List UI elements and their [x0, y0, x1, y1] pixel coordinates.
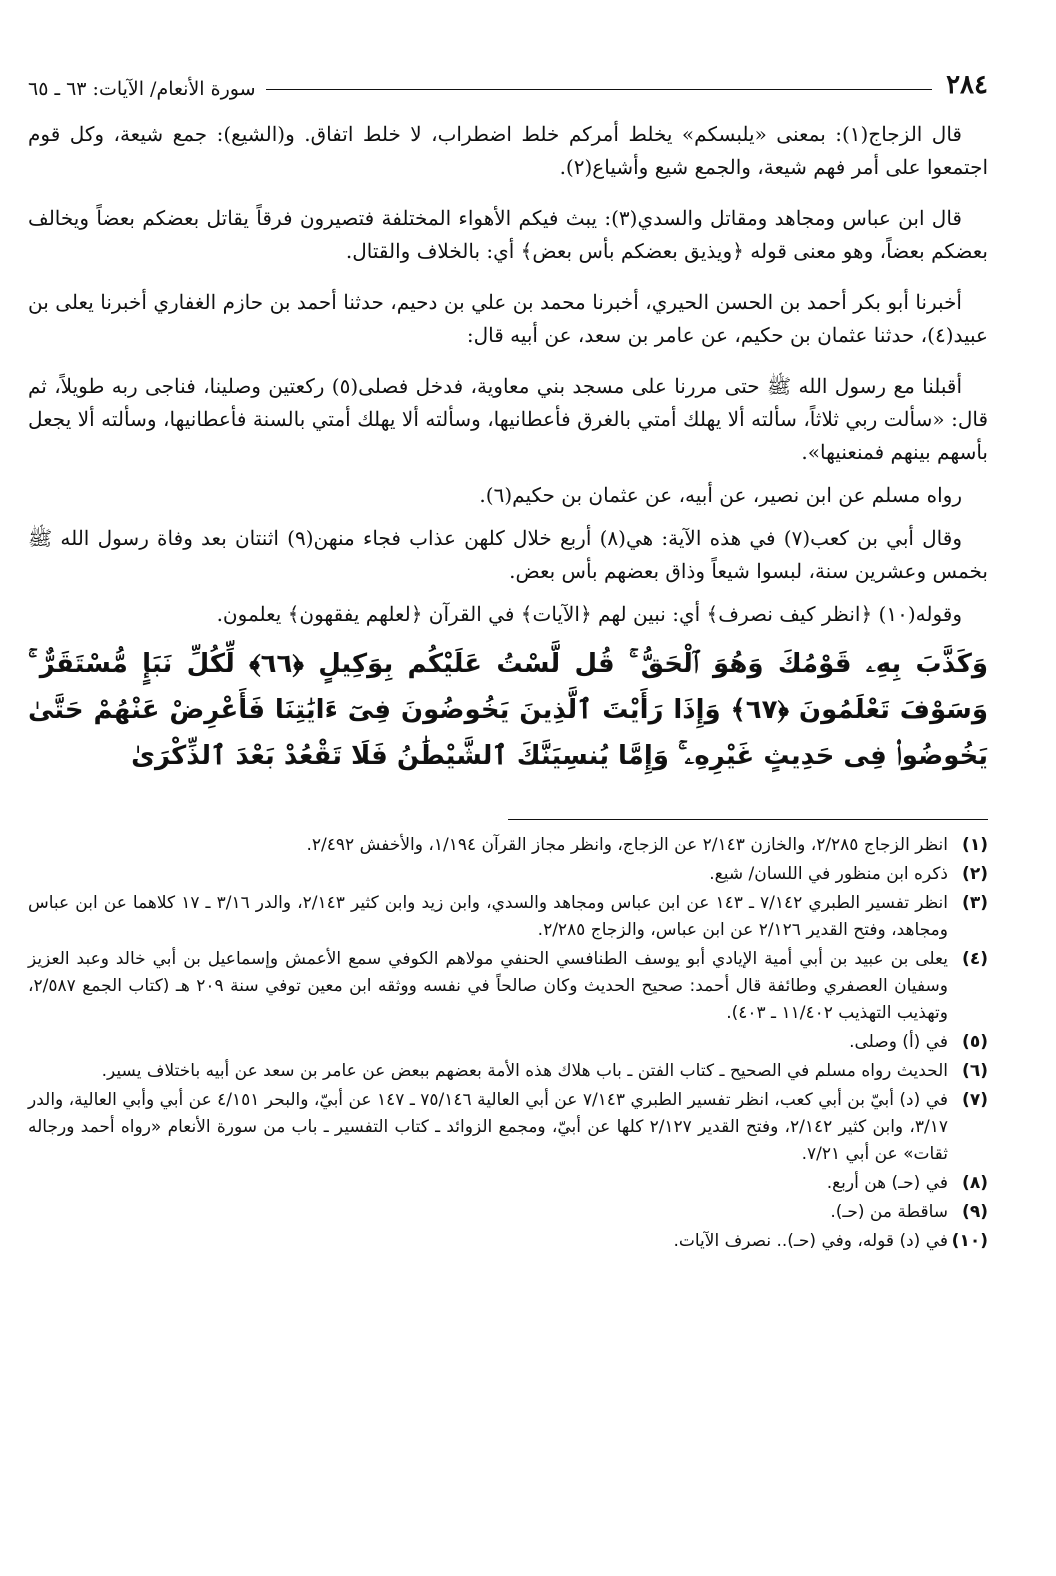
paragraph-isnad: أخبرنا أبو بكر أحمد بن الحسن الحيري، أخبرنا محمد بن علي بن دحيم، حدثنا أحمد بن حازم الغفاري أخبرنا يعلى بن عبيد(٤)، حدثنا عثمان بن حكيم، عن عامر بن سعد، عن أبيه قال:	[28, 290, 988, 347]
body-text	[28, 118, 988, 631]
footnote-item	[28, 1199, 988, 1226]
footnote-item	[28, 890, 988, 944]
quran-verses: وَكَذَّبَ بِهِۦ قَوْمُكَ وَهُوَ ٱلْحَقُّ ۚ قُل لَّسْتُ عَلَيْكُم بِوَكِيلٍ ﴿٦٦﴾ لِّكُلِّ نَبَإٍ مُّسْتَقَرٌّ ۚ وَسَوْفَ تَعْلَمُونَ ﴿٦٧﴾ وَإِذَا رَأَيْتَ ٱلَّذِينَ يَخُوضُونَ فِىٓ ءَايَٰتِنَا فَأَعْرِضْ عَنْهُمْ حَتَّىٰ يَخُوضُوا۟ فِى حَدِيثٍ غَيْرِهِۦ ۚ وَإِمَّا يُنسِيَنَّكَ ٱلشَّيْطَٰنُ فَلَا تَقْعُدْ بَعْدَ ٱلذِّكْرَىٰ	[28, 649, 988, 771]
footnote-item	[28, 1087, 988, 1168]
footnote-item	[28, 1029, 988, 1056]
footnote-item	[28, 1228, 988, 1255]
footnote-text: انظر الزجاج ٢/٢٨٥، والخازن ٢/١٤٣ عن الزجاج، وانظر مجاز القرآن ١/١٩٤، والأخفش ٢/٤٩٢.	[306, 835, 948, 855]
paragraph-unzur: وقوله(١٠) ﴿انظر كيف نصرف﴾ أي: نبين لهم ﴿الآيات﴾ في القرآن ﴿لعلهم يفقهون﴾ يعلمون.	[216, 602, 962, 626]
footnote-number: (٣)	[962, 893, 988, 913]
footnote-text: يعلى بن عبيد بن أبي أمية الإيادي أبو يوسف الطنافسي الحنفي مولاهم الكوفي سمع الأعمش وإسماعيل بن أبي خالد وعبد العزيز وسفيان العصفري وطائفة قال أحمد: صحيح الحديث وكان صالحاً في نفسه ووثقه ابن معين توفي سنة ٢٠٩ هـ (كتاب الجمع ٢/٥٨٧، وتهذيب التهذيب ١١/٤٠٢ ـ ٤٠٣).	[28, 949, 948, 1023]
book-page	[28, 60, 988, 1257]
footnote-number: (٢)	[962, 864, 988, 884]
paragraph-muslim: رواه مسلم عن ابن نصير، عن أبيه، عن عثمان بن حكيم(٦).	[479, 483, 962, 507]
footnote-text: ساقطة من (حـ).	[830, 1202, 948, 1222]
footnote-number: (٧)	[962, 1090, 988, 1110]
paragraph-ibn-abbas: قال ابن عباس ومجاهد ومقاتل والسدي(٣): يبث فيكم الأهواء المختلفة فتصيرون فرقاً يقاتل بعضكم بعضاً ويخالف بعضكم بعضاً، وهو معنى قوله ﴿ويذيق بعضكم بأس بعض﴾ أي: بالخلاف والقتال.	[28, 206, 988, 263]
footnote-item	[28, 861, 988, 888]
surah-title: سورة الأنعام/ الآيات: ٦٣ ـ ٦٥	[28, 78, 256, 100]
footnote-text: الحديث رواه مسلم في الصحيح ـ كتاب الفتن ـ باب هلاك هذه الأمة بعضهم ببعض عن عامر بن سعد عن أبيه باختلاف يسير.	[101, 1061, 948, 1081]
footnote-number: (١)	[962, 835, 988, 855]
footnote-text: في (أ) وصلى.	[849, 1032, 948, 1052]
paragraph-hadith: أقبلنا مع رسول الله ﷺ حتى مررنا على مسجد بني معاوية، فدخل فصلى(٥) ركعتين وصلينا، فناجى ربه طويلاً، ثم قال: «سألت ربي ثلاثاً، سألته ألا يهلك أمتي بالغرق فأعطانيها، وسألته ألا يهلك أمتي بالسنة فأعطانيها، وسألته ألا يجعل بأسهم بينهم فمنعنيها».	[28, 374, 989, 464]
footnote-number: (٤)	[962, 949, 988, 969]
footnote-number: (٥)	[962, 1032, 988, 1052]
footnote-number: (٨)	[962, 1173, 988, 1193]
footnote-text: في (حـ) هن أربع.	[826, 1173, 948, 1193]
footnote-text: في (د) أبيّ بن أبي كعب، انظر تفسير الطبري ٧/١٤٣ عن أبي العالية ٧٥/١٤٦ ـ ١٤٧ عن أبيّ، والبحر ٤/١٥١ عن أبي وأبي العالية، والدر ٣/١٧، وابن كثير ٢/١٤٢، وفتح القدير ٢/١٢٧ كلها عن أبيّ، ومجمع الزوائد ـ كتاب التفسير ـ باب من سورة الأنعام «رواه أحمد ورجاله ثقات» عن أبي ٧/٢١.	[28, 1090, 948, 1164]
footnote-number: (١٠)	[951, 1231, 988, 1251]
footnote-item	[28, 946, 988, 1027]
page-number: ٢٨٤	[946, 70, 988, 100]
footnote-text: انظر تفسير الطبري ٧/١٤٢ ـ ١٤٣ عن ابن عباس ومجاهد والسدي، وابن زيد وابن كثير ٢/١٤٣، والدر ٣/١٦ ـ ١٧ كلاهما عن ابن عباس ومجاهد، وفتح القدير ٢/١٢٦ عن ابن عباس، والزجاج ٢/٢٨٥.	[28, 893, 948, 940]
footnote-number: (٩)	[962, 1202, 988, 1222]
footnote-item	[28, 832, 988, 859]
footnote-rule	[508, 819, 988, 820]
footnote-text: ذكره ابن منظور في اللسان/ شيع.	[709, 864, 948, 884]
paragraph-zajjaj: قال الزجاج(١): بمعنى «يلبسكم» يخلط أمركم خلط اضطراب، لا خلط اتفاق. و(الشيع): جمع شيعة، وكل قوم اجتمعوا على أمر فهم شيعة، والجمع شيع وأشياع(٢).	[28, 122, 988, 179]
footnote-number: (٦)	[962, 1061, 988, 1081]
paragraph-ubayy: وقال أبي بن كعب(٧) في هذه الآية: هي(٨) أربع خلال كلهن عذاب فجاء منهن(٩) اثنتان بعد وفاة رسول الله ﷺ بخمس وعشرين سنة، لبسوا شيعاً وذاق بعضهم بأس بعض.	[28, 526, 988, 583]
header-rule	[266, 89, 933, 90]
footnote-text: في (د) قوله، وفي (حـ).. نصرف الآيات.	[673, 1231, 948, 1251]
footnote-item	[28, 1170, 988, 1197]
running-header	[28, 60, 988, 100]
footnotes	[28, 832, 988, 1255]
footnote-item	[28, 1058, 988, 1085]
